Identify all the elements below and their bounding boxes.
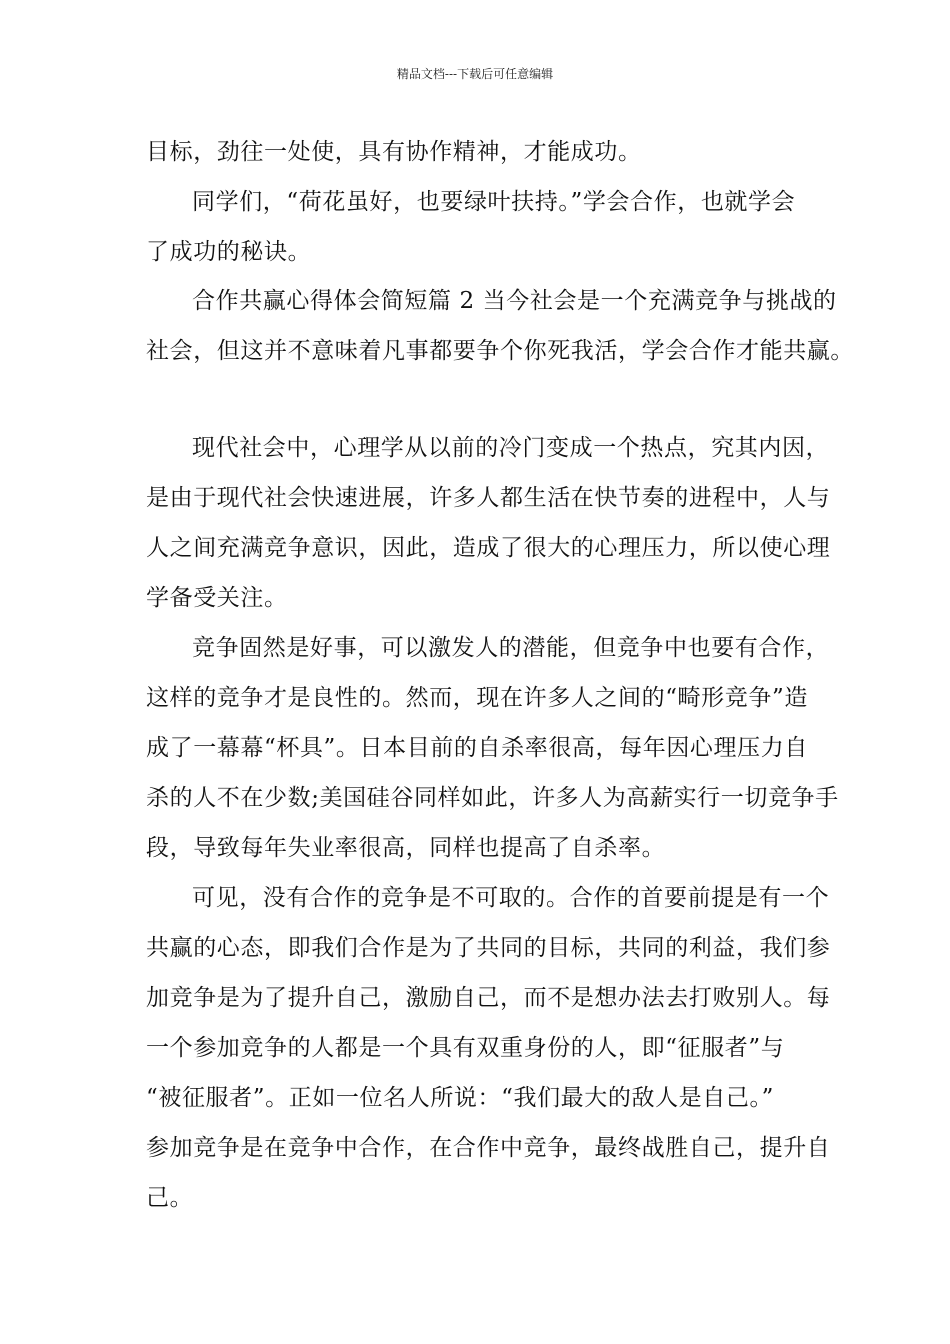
text-line: 成了一幕幕“杯具”。日本目前的自杀率很高，每年因心理压力自 [146,735,808,761]
text-line: 段，导致每年失业率很高，同样也提高了自杀率。 [146,835,666,861]
text-line: “被征服者”。正如一位名人所说：“我们最大的敌人是自己。” [146,1085,774,1111]
text-line: 杀的人不在少数;美国硅谷同样如此，许多人为高薪实行一切竞争手 [146,785,839,811]
text-line: 共赢的心态，即我们合作是为了共同的目标，共同的利益，我们参 [146,935,831,961]
text-line: 合作共赢心得体会简短篇 2 当今社会是一个充满竞争与挑战的 [192,288,837,314]
text-line: 同学们，“荷花虽好，也要绿叶扶持。”学会合作，也就学会 [192,189,796,215]
text-line: 目标，劲往一处使，具有协作精神，才能成功。 [146,139,642,165]
page-header: 精品文档---下载后可任意编辑 [396,67,554,81]
text-line: 竞争固然是好事，可以激发人的潜能，但竞争中也要有合作， [192,635,830,661]
text-line: 一个参加竞争的人都是一个具有双重身份的人，即“征服者”与 [146,1035,785,1061]
text-line: 参加竞争是在竞争中合作，在合作中竞争，最终战胜自己，提升自 [146,1135,831,1161]
text-line: 现代社会中，心理学从以前的冷门变成一个热点，究其内因， [192,435,830,461]
text-line: 己。 [146,1185,194,1211]
text-line: 可见，没有合作的竞争是不可取的。合作的首要前提是有一个 [192,885,830,911]
text-line: 是由于现代社会快速进展，许多人都生活在快节奏的进程中，人与 [146,485,831,511]
text-line: 学备受关注。 [146,585,288,611]
text-line: 了成功的秘诀。 [146,239,312,265]
text-line: 这样的竞争才是良性的。然而，现在许多人之间的“畸形竞争”造 [146,685,808,711]
text-line: 社会，但这并不意味着凡事都要争个你死我活，学会合作才能共赢。 [146,338,854,364]
text-line: 人之间充满竞争意识，因此，造成了很大的心理压力，所以使心理 [146,535,831,561]
text-line: 加竞争是为了提升自己，激励自己，而不是想办法去打败别人。每 [146,985,831,1011]
